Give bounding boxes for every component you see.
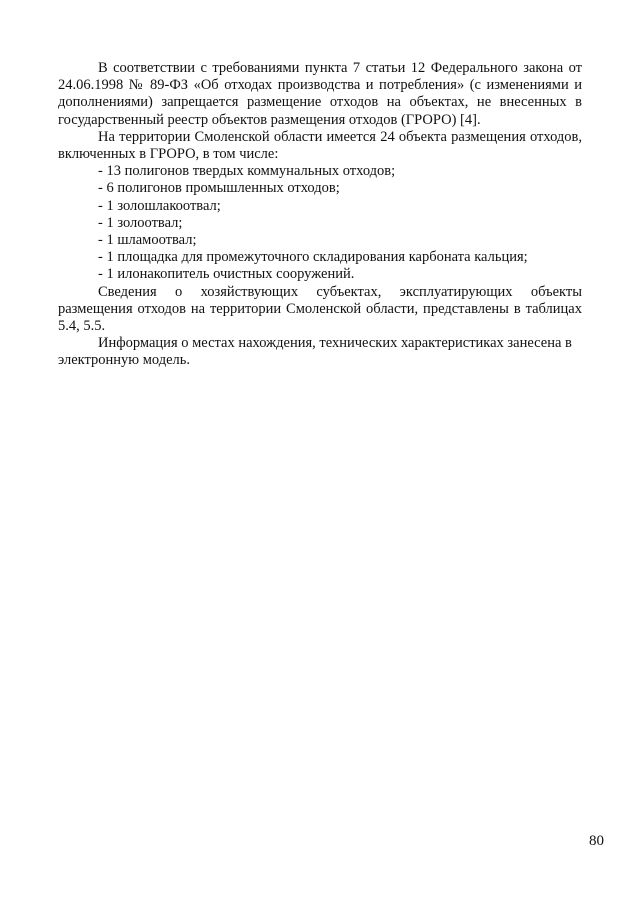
list-item: - 1 илонакопитель очистных сооружений. (98, 266, 355, 283)
list-item: - 1 площадка для промежуточного складирования карбоната кальция; (98, 249, 528, 266)
list-item: - 6 полигонов промышленных отходов; (98, 180, 340, 197)
document-body (58, 60, 582, 370)
paragraph-operators-info: Сведения о хозяйствующих субъектах, эксплуатирующих объекты размещения отходов на территории Смоленской области, представлены в таблицах 5.4, 5.5. (58, 283, 582, 335)
list-item: - 13 полигонов твердых коммунальных отходов; (98, 163, 396, 180)
paragraph-objects-count: На территории Смоленской области имеется 24 объекта размещения отходов, включенных в ГРОРО, в том числе: (58, 128, 582, 163)
list-item: - 1 шламоотвал; (98, 232, 197, 249)
objects-list (58, 163, 582, 283)
paragraph-electronic-model: Информация о местах нахождения, технических характеристиках занесена в электронную модель. (58, 335, 572, 369)
paragraph-legal-requirement: В соответствии с требованиями пункта 7 статьи 12 Федерального закона от 24.06.1998 № 89-ФЗ «Об отходах производства и потребления» (с изменениями и дополнениями) запрещается размещение отходов на объектах, не внесенных в государственный реестр объектов размещения отходов (ГРОРО) [4]. (58, 60, 582, 128)
list-item: - 1 золошлакоотвал; (98, 197, 221, 214)
list-item: - 1 золоотвал; (98, 214, 183, 231)
page-number: 80 (589, 833, 604, 849)
